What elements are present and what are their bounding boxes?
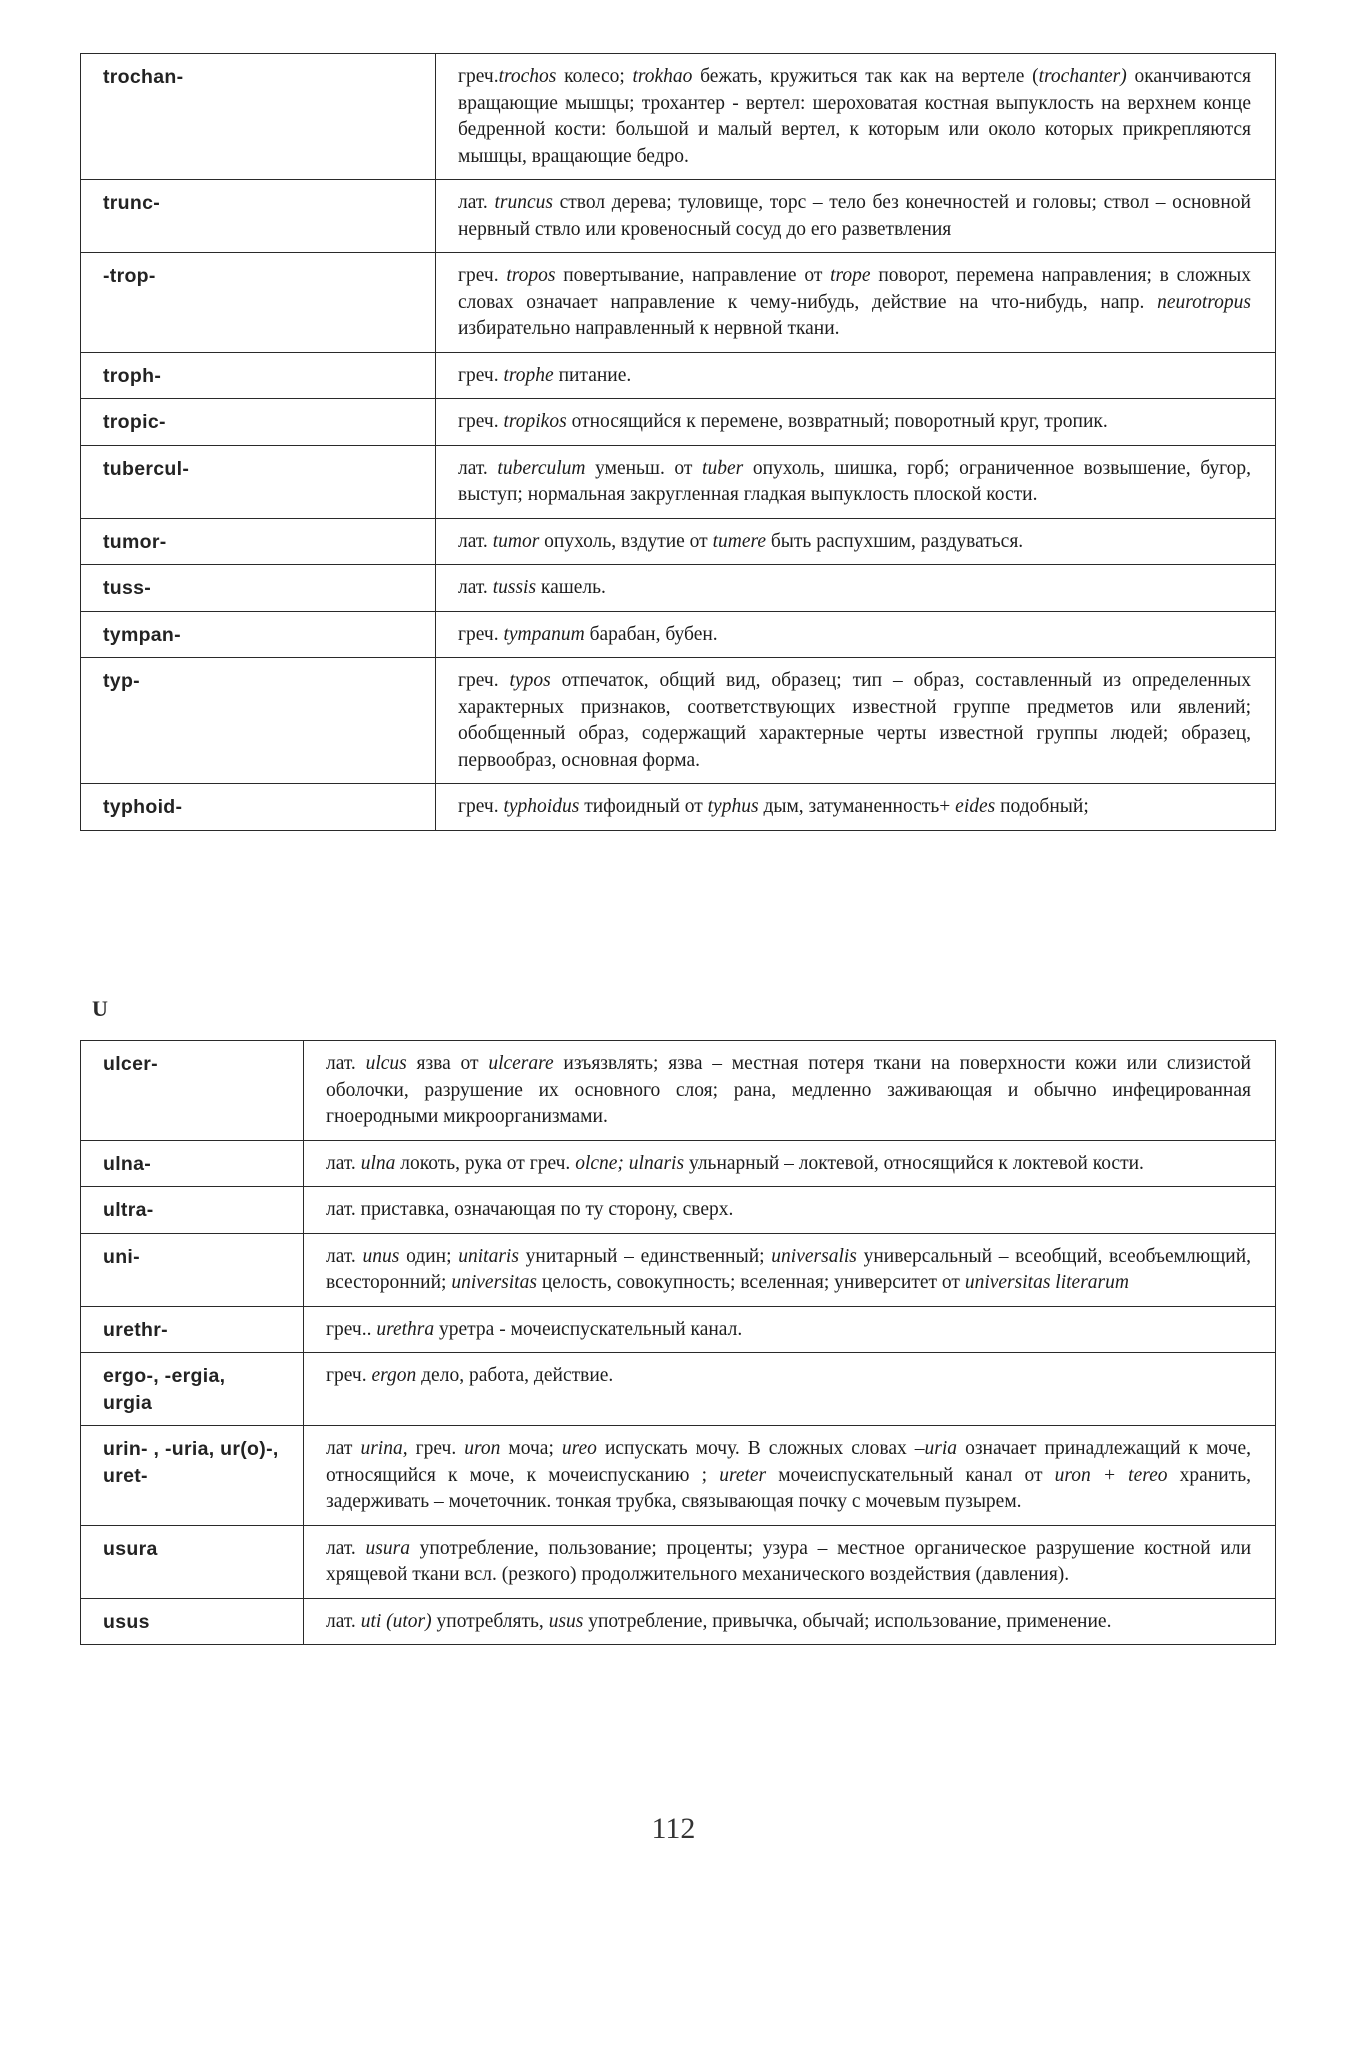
page-number: 112 — [651, 1812, 696, 1845]
glossary-row — [81, 180, 1276, 253]
glossary-row — [81, 658, 1276, 784]
glossary-row — [81, 1140, 1276, 1187]
glossary-row — [81, 1306, 1276, 1353]
definition-cell: лат. приставка, означающая по ту сторону, сверх. — [304, 1187, 1276, 1234]
definition-cell: лат. ulcus язва от ulcerare изъязвлять; язва – местная потеря ткани на поверхности кожи или слизистой оболочки, разрушение их основного слоя; рана, медленно заживающая и обычно инфецированная гноеродными микроорганизмами. — [304, 1041, 1276, 1141]
definition-cell: лат. tuberculum уменьш. от tuber опухоль, шишка, горб; ограниченное возвышение, бугор, выступ; нормальная закругленная гладкая выпуклость плоской кости. — [436, 445, 1276, 518]
glossary-row — [81, 518, 1276, 565]
glossary-row — [81, 54, 1276, 180]
term-cell: tuss- — [81, 565, 436, 612]
glossary-row — [81, 1525, 1276, 1598]
term-cell: trochan- — [81, 54, 436, 180]
term-cell: usura — [81, 1525, 304, 1598]
term-cell: ergo-, -ergia, urgia — [81, 1353, 304, 1426]
term-cell: trunc- — [81, 180, 436, 253]
glossary-row — [81, 1598, 1276, 1645]
definition-cell: греч. typos отпечаток, общий вид, образец; тип – образ, составленный из определенных характерных признаков, соответствующих известной группе предметов или явлений; обобщенный образ, содержащий характерные черты известной группы людей; образец, первообраз, основная форма. — [436, 658, 1276, 784]
term-cell: uni- — [81, 1233, 304, 1306]
term-cell: tympan- — [81, 611, 436, 658]
glossary-row — [81, 784, 1276, 831]
term-cell: ulna- — [81, 1140, 304, 1187]
term-cell: urin- , -uria, ur(o)-, uret- — [81, 1426, 304, 1526]
term-cell: troph- — [81, 352, 436, 399]
definition-cell: лат. tumor опухоль, вздутие от tumere быть распухшим, раздуваться. — [436, 518, 1276, 565]
term-cell: -trop- — [81, 253, 436, 353]
definition-cell: лат. usura употребление, пользование; проценты; узура – местное органическое разрушение костной или хрящевой ткани вcл. (резкого) продолжительного механического воздействия (давления). — [304, 1525, 1276, 1598]
glossary-row — [81, 1187, 1276, 1234]
glossary-row — [81, 253, 1276, 353]
glossary-row — [81, 1426, 1276, 1526]
definition-cell: лат. ulna локоть, рука от греч. olcne; ulnaris ульнарный – локтевой, относящийся к локтевой кости. — [304, 1140, 1276, 1187]
term-cell: usus — [81, 1598, 304, 1645]
term-cell: urethr- — [81, 1306, 304, 1353]
term-cell: ulcer- — [81, 1041, 304, 1141]
term-cell: typhoid- — [81, 784, 436, 831]
definition-cell: греч.trochos колесо; trokhao бежать, кружиться так как на вертеле (trochanter) оканчиваются вращающие мышцы; трохантер - вертел: шероховатая костная выпуклость на верхнем конце бедренной кости: большой и малый вертел, к которым или около которых прикрепляются мышцы, вращающие бедро. — [436, 54, 1276, 180]
term-cell: tubercul- — [81, 445, 436, 518]
glossary-row — [81, 565, 1276, 612]
definition-cell: лат. truncus ствол дерева; туловище, торс – тело без конечностей и головы; ствол – основной нервный ствло или кровеносный сосуд до его разветвления — [436, 180, 1276, 253]
glossary-row — [81, 611, 1276, 658]
section-letter: U — [92, 996, 108, 1021]
definition-cell: греч. typhoidus тифоидный от typhus дым, затуманенность+ eides подобный; — [436, 784, 1276, 831]
definition-cell: греч. ergon дело, работа, действие. — [304, 1353, 1276, 1426]
term-cell: ultra- — [81, 1187, 304, 1234]
definition-cell: греч.. urethra уретра - мочеиспускательный канал. — [304, 1306, 1276, 1353]
glossary-row — [81, 1233, 1276, 1306]
definition-cell: лат. uti (utor) употреблять, usus употребление, привычка, обычай; использование, применение. — [304, 1598, 1276, 1645]
glossary-row — [81, 445, 1276, 518]
definition-cell: греч. trophe питание. — [436, 352, 1276, 399]
term-cell: tumor- — [81, 518, 436, 565]
definition-cell: греч. tropikos относящийся к перемене, возвратный; поворотный круг, тропик. — [436, 399, 1276, 446]
definition-cell: лат. tussis кашель. — [436, 565, 1276, 612]
glossary-row — [81, 1353, 1276, 1426]
definition-cell: греч. tropos повертывание, направление от trope поворот, перемена направления; в сложных словах означает направление к чему-нибудь, действие на что-нибудь, напр. neurotropus избирательно направленный к нервной ткани. — [436, 253, 1276, 353]
definition-cell: греч. tympanum барабан, бубен. — [436, 611, 1276, 658]
glossary-table-u — [80, 1040, 1276, 1645]
glossary-row — [81, 399, 1276, 446]
glossary-row — [81, 1041, 1276, 1141]
term-cell: typ- — [81, 658, 436, 784]
glossary-row — [81, 352, 1276, 399]
glossary-table-t — [80, 53, 1276, 831]
definition-cell: лат. unus один; unitaris унитарный – единственный; universalis универсальный – всеобщий, всеобъемлющий, всесторонний; universitas целость, совокупность; вселенная; университет от universitas literarum — [304, 1233, 1276, 1306]
definition-cell: лат urina, греч. uron моча; ureo испускать мочу. В сложных словах –uria означает принадлежащий к моче, относящийся к моче, к мочеиспусканию ; ureter мочеиспускательный канал от uron + tereo хранить, задерживать – мочеточник. тонкая трубка, связывающая почку с мочевым пузырем. — [304, 1426, 1276, 1526]
term-cell: tropic- — [81, 399, 436, 446]
